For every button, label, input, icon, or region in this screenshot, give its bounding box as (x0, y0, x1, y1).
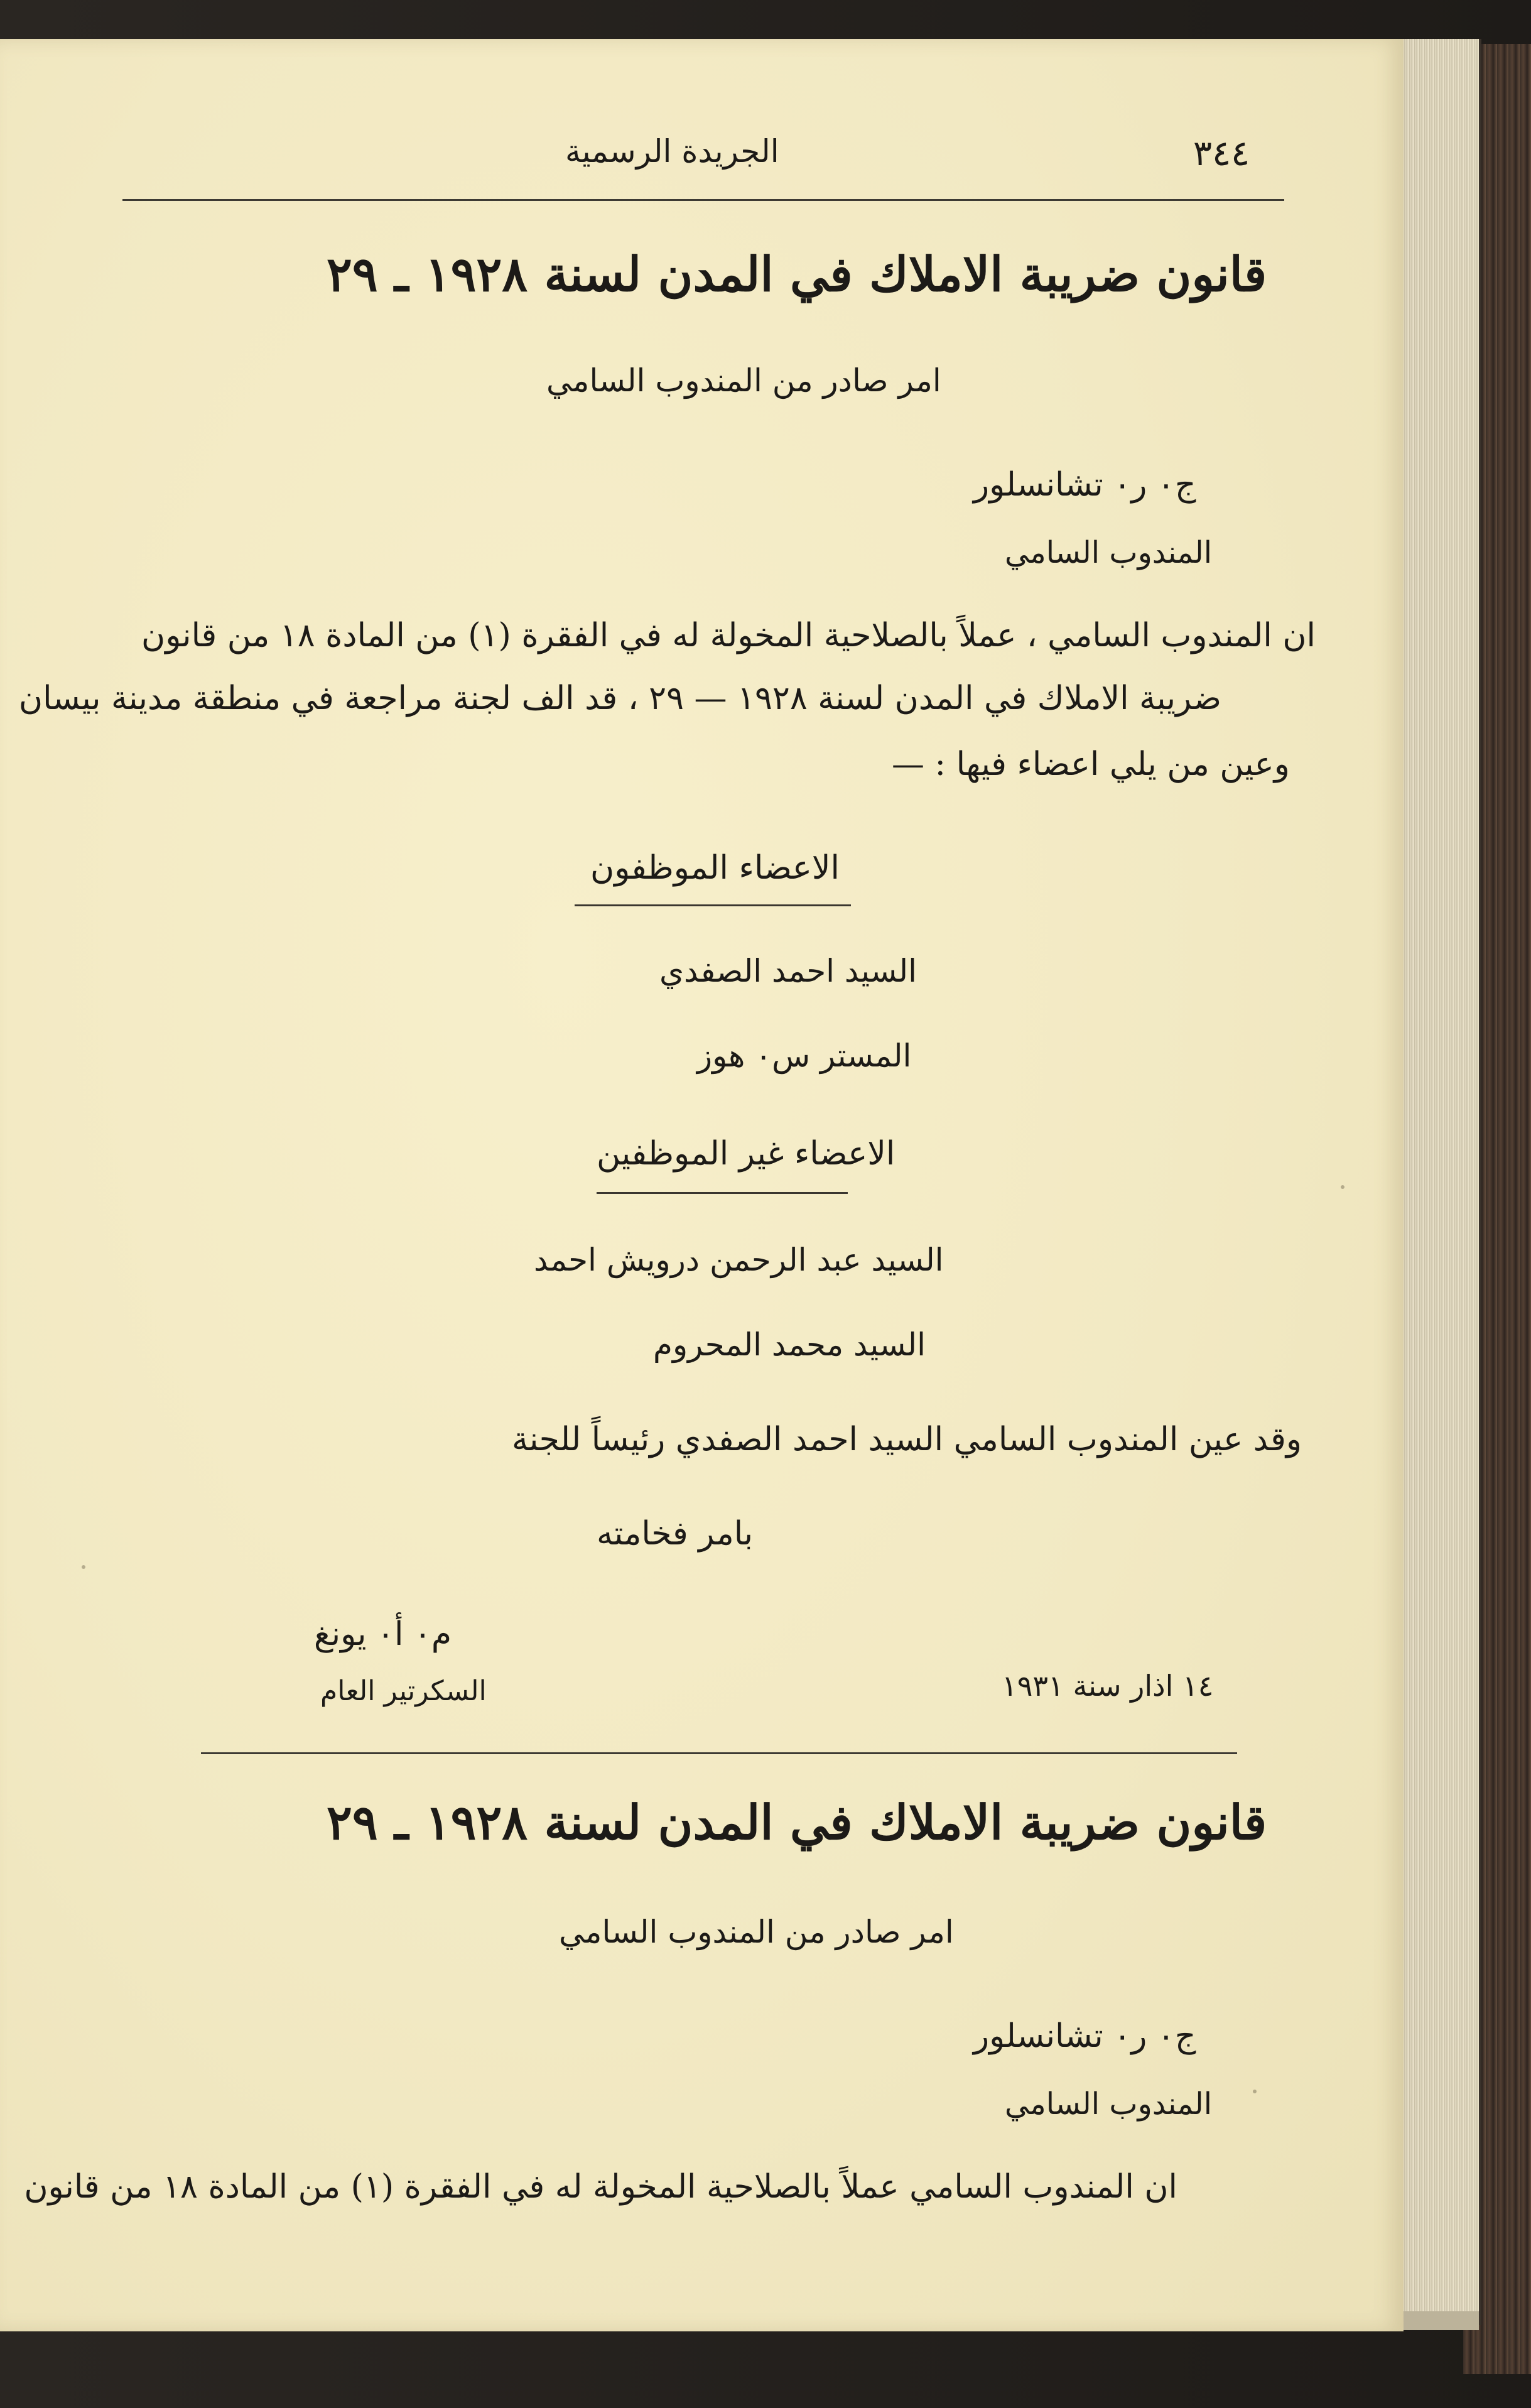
notice2-signer-name: ج٠ ر٠ تشانسلور (973, 2017, 1196, 2055)
official-members-underline (575, 904, 851, 906)
notice2-title: قانون ضريبة الاملاك في المدن لسنة ١٩٢٨ ـ ٢٩ (327, 1794, 1267, 1850)
notice2-body-line-1: ان المندوب السامي عملاً بالصلاحية المخولة له في الفقرة (١) من المادة ١٨ من قانون (24, 2168, 1177, 2206)
scan-speck (1341, 1185, 1344, 1189)
header-rule (122, 199, 1284, 201)
scan-speck (1253, 2090, 1257, 2093)
notice1-body-line-2: ضريبة الاملاك في المدن لسنة ١٩٢٨ — ٢٩ ، قد الف لجنة مراجعة في منطقة مدينة بيسان (18, 680, 1221, 717)
official-member-2: المستر س٠ هوز (697, 1038, 912, 1074)
unofficial-members-underline (597, 1192, 848, 1194)
official-members-heading: الاعضاء الموظفون (590, 849, 840, 887)
notice1-order: امر صادر من المندوب السامي (546, 362, 941, 399)
notice1-signer-name: ج٠ ر٠ تشانسلور (973, 466, 1196, 504)
notice1-title: قانون ضريبة الاملاك في المدن لسنة ١٩٢٨ ـ ٢٩ (327, 246, 1267, 302)
unofficial-member-2: السيد محمد المحروم (653, 1326, 926, 1363)
gazette-page (0, 39, 1404, 2331)
scan-speck (82, 1565, 85, 1569)
gazette-name: الجريدة الرسمية (565, 133, 779, 170)
unofficial-members-heading: الاعضاء غير الموظفين (597, 1135, 895, 1173)
secretary-title: السكرتير العام (320, 1675, 487, 1707)
notice1-body-line-3: وعين من يلي اعضاء فيها : — (892, 746, 1290, 783)
chairman-line: وقد عين المندوب السامي السيد احمد الصفدي رئيساً للجنة (512, 1421, 1302, 1458)
unofficial-member-1: السيد عبد الرحمن درويش احمد (534, 1242, 944, 1278)
official-member-1: السيد احمد الصفدي (659, 953, 917, 989)
notice1-date: ١٤ اذار سنة ١٩٣١ (1002, 1669, 1214, 1703)
notice1-signer-title: المندوب السامي (1005, 535, 1213, 570)
secretary-name: م٠ أ٠ يونغ (314, 1615, 452, 1653)
notice-separator-rule (201, 1752, 1237, 1754)
by-order-line: بامر فخامته (597, 1515, 754, 1553)
notice2-order: امر صادر من المندوب السامي (559, 1914, 954, 1950)
notice2-signer-title: المندوب السامي (1005, 2086, 1213, 2122)
notice1-body-line-1: ان المندوب السامي ، عملاً بالصلاحية المخولة له في الفقرة (١) من المادة ١٨ من قانون (141, 617, 1316, 654)
page-number: ٣٤٤ (1193, 133, 1250, 174)
